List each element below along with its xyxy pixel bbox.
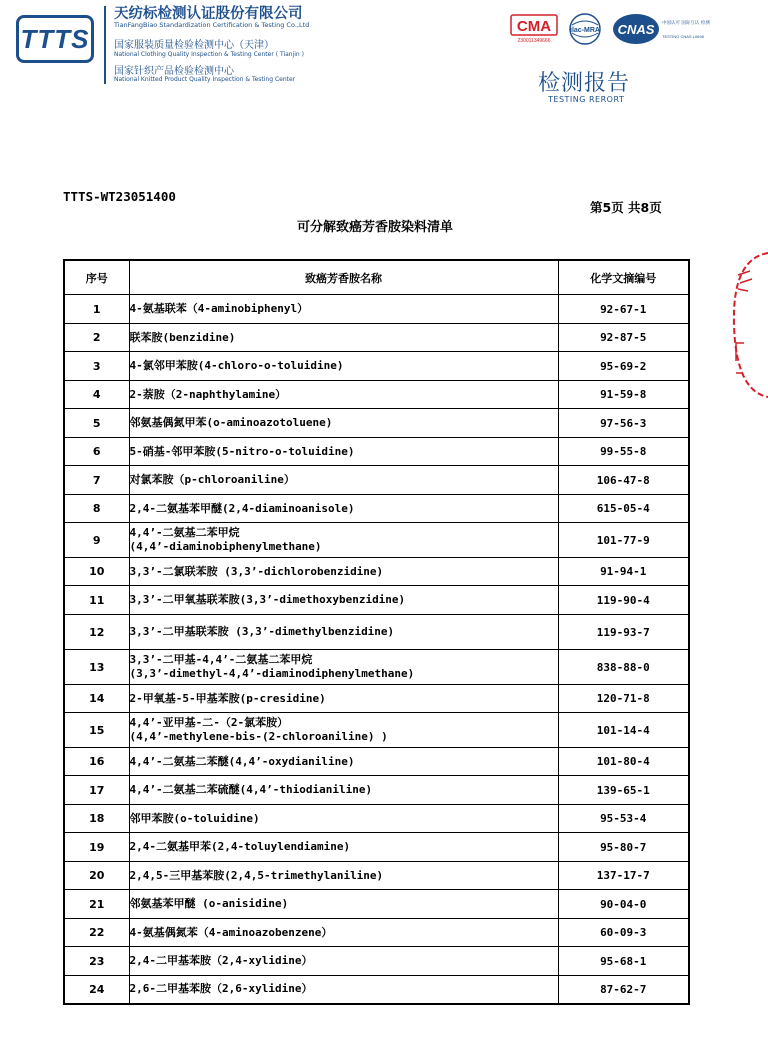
cas-number: 120-71-8 — [558, 685, 689, 713]
header-cas: 化学文摘编号 — [558, 260, 689, 295]
cas-number: 91-94-1 — [558, 558, 689, 586]
amine-name-cell — [129, 947, 558, 976]
cas-number: 95-68-1 — [558, 947, 689, 976]
row-number: 18 — [64, 805, 129, 833]
cas-number: 101-77-9 — [558, 523, 689, 558]
ilac-mra-icon — [564, 12, 606, 46]
table-row — [64, 748, 689, 776]
document-title: 可分解致癌芳香胺染料清单 — [296, 220, 453, 235]
amine-name-cell — [129, 381, 558, 409]
amine-name-line: 4-氨基偶氮苯（4-aminoazobenzene） — [129, 925, 333, 939]
amine-name-cell — [129, 833, 558, 862]
amine-name-line: 4-氨基联苯（4-aminobiphenyl） — [129, 302, 309, 315]
amine-name-cell — [129, 409, 558, 438]
report-header — [0, 0, 750, 110]
row-number: 7 — [64, 466, 129, 495]
row-number: 14 — [64, 685, 129, 713]
cas-number: 101-80-4 — [558, 748, 689, 776]
cas-number: 106-47-8 — [558, 466, 689, 495]
amine-name-cell — [129, 713, 558, 748]
cas-number: 139-65-1 — [558, 776, 689, 805]
row-number: 23 — [64, 947, 129, 976]
logo-divider — [104, 6, 106, 84]
row-number: 22 — [64, 919, 129, 947]
amine-name-cell — [129, 805, 558, 833]
cas-number: 95-80-7 — [558, 833, 689, 862]
amine-name-line: (3,3’-dimethyl-4,4’-diaminodiphenylmethane) — [129, 667, 415, 680]
center1-name-cn: 国家服装质量检验检测中心（天津） — [114, 40, 274, 51]
aromatic-amine-table — [63, 259, 690, 1005]
amine-name-cell — [129, 650, 558, 685]
amine-name-line: 邻氨基苯甲醚 (o-anisidine) — [129, 897, 289, 910]
amine-name-cell — [129, 776, 558, 805]
row-number: 10 — [64, 558, 129, 586]
amine-name-cell — [129, 919, 558, 947]
row-number: 19 — [64, 833, 129, 862]
row-number: 12 — [64, 615, 129, 650]
amine-name-cell — [129, 748, 558, 776]
amine-name-line: 邻甲苯胺(o-toluidine) — [129, 811, 260, 825]
amine-name-line: 4,4’-二氨基二苯硫醚(4,4’-thiodianiline) — [129, 783, 373, 796]
table-row — [64, 833, 689, 862]
table-row — [64, 919, 689, 947]
table-row — [64, 615, 689, 650]
cnas-number: TESTING CNAS L0698 — [662, 34, 704, 39]
amine-name-cell — [129, 558, 558, 586]
table-row — [64, 438, 689, 466]
cas-number: 60-09-3 — [558, 919, 689, 947]
amine-name-line: 4-氯邻甲苯胺(4-chloro-o-toluidine) — [129, 359, 344, 372]
amine-name-cell — [129, 466, 558, 495]
cnas-label: CNAS — [617, 22, 655, 37]
row-number: 15 — [64, 713, 129, 748]
table-row — [64, 650, 689, 685]
amine-name-line: 4,4’-二氨基二苯甲烷 — [129, 526, 240, 539]
cas-number: 92-67-1 — [558, 295, 689, 324]
table-row — [64, 890, 689, 919]
amine-name-line: 3,3’-二氯联苯胺 (3,3’-dichlorobenzidine) — [129, 564, 384, 578]
table-row — [64, 586, 689, 615]
row-number: 17 — [64, 776, 129, 805]
company-logo — [16, 15, 94, 63]
amine-name-line: 2,4-二甲基苯胺（2,4-xylidine） — [129, 954, 313, 967]
amine-name-cell — [129, 495, 558, 523]
table-row — [64, 976, 689, 1004]
company-name-cn: 天纺标检测认证股份有限公司 — [114, 6, 303, 22]
row-number: 3 — [64, 352, 129, 381]
cas-number: 95-69-2 — [558, 352, 689, 381]
cma-label: CMA — [516, 18, 552, 35]
amine-name-line: 3,3’-二甲基-4,4’-二氨基二苯甲烷 — [129, 653, 313, 666]
header-name: 致癌芳香胺名称 — [129, 260, 558, 295]
cas-number: 90-04-0 — [558, 890, 689, 919]
row-number: 20 — [64, 862, 129, 890]
table-body — [64, 295, 689, 1004]
row-number: 4 — [64, 381, 129, 409]
row-number: 1 — [64, 295, 129, 324]
amine-name-line: 2-萘胺（2-naphthylamine） — [129, 387, 287, 401]
cas-number: 92-87-5 — [558, 324, 689, 352]
cas-number: 119-90-4 — [558, 586, 689, 615]
table-row — [64, 862, 689, 890]
amine-name-line: 4,4’-亚甲基-二-（2-氯苯胺） — [129, 716, 289, 729]
table-row — [64, 776, 689, 805]
amine-name-line: 2-甲氧基-5-甲基苯胺(p-cresidine) — [129, 691, 326, 705]
row-number: 13 — [64, 650, 129, 685]
amine-name-line: 对氯苯胺（p-chloroaniline） — [129, 473, 295, 486]
report-title-en: TESTING RERORT — [548, 95, 625, 104]
page-indicator: 第5页 共8页 — [590, 200, 662, 215]
table-row — [64, 685, 689, 713]
row-number: 2 — [64, 324, 129, 352]
amine-name-line: 2,6-二甲基苯胺（2,6-xylidine） — [129, 982, 313, 996]
table-row — [64, 495, 689, 523]
row-number: 16 — [64, 748, 129, 776]
cma-number: 230011349666 — [517, 38, 551, 44]
amine-name-line: 2,4-二氨基甲苯(2,4-toluylendiamine) — [129, 840, 351, 853]
cas-number: 137-17-7 — [558, 862, 689, 890]
center2-name-en: National Knitted Product Quality Inspection & Testing Center — [114, 76, 296, 83]
ilac-label: ilac-MRA — [570, 27, 600, 34]
amine-name-cell — [129, 324, 558, 352]
cas-number: 99-55-8 — [558, 438, 689, 466]
row-number: 6 — [64, 438, 129, 466]
amine-name-line: 联苯胺(benzidine) — [129, 330, 236, 344]
report-number: TTTS-WT23051400 — [63, 189, 176, 204]
row-number: 24 — [64, 976, 129, 1004]
row-number: 11 — [64, 586, 129, 615]
table-row — [64, 558, 689, 586]
seal-stamp-icon — [728, 245, 768, 405]
center1-name-en: National Clothing Quality Inspection & Testing Center ( Tianjin ) — [114, 51, 304, 58]
table-row — [64, 295, 689, 324]
cas-number: 95-53-4 — [558, 805, 689, 833]
amine-name-cell — [129, 862, 558, 890]
amine-name-line: 5-硝基-邻甲苯胺(5-nitro-o-toluidine) — [129, 444, 355, 458]
amine-name-cell — [129, 352, 558, 381]
table-row — [64, 324, 689, 352]
amine-name-cell — [129, 438, 558, 466]
amine-name-cell — [129, 890, 558, 919]
company-name-en: TianFangBiao Standardization Certification & Testing Co.,Ltd — [114, 21, 310, 29]
table-row — [64, 409, 689, 438]
amine-name-line: 2,4-二氨基苯甲醚(2,4-diaminoanisole) — [129, 501, 355, 515]
logo-text: TTTS — [20, 23, 90, 54]
table-row — [64, 713, 689, 748]
header-no: 序号 — [64, 260, 129, 295]
amine-name-line: 邻氨基偶氮甲苯(o-aminoazotoluene) — [129, 416, 333, 429]
amine-name-cell — [129, 685, 558, 713]
table-row — [64, 352, 689, 381]
cas-number: 91-59-8 — [558, 381, 689, 409]
cas-number: 87-62-7 — [558, 976, 689, 1004]
amine-name-cell — [129, 523, 558, 558]
amine-name-line: (4,4’-methylene-bis-(2-chloroaniline) ) — [129, 730, 388, 743]
row-number: 5 — [64, 409, 129, 438]
table-row — [64, 947, 689, 976]
table-row — [64, 523, 689, 558]
cnas-cn-label: 中国认可 国际互认 检测 — [662, 21, 710, 26]
table-row — [64, 805, 689, 833]
amine-name-line: 4,4’-二氨基二苯醚(4,4’-oxydianiline) — [129, 754, 355, 768]
table-row — [64, 466, 689, 495]
amine-name-line: 3,3’-二甲氧基联苯胺(3,3’-dimethoxybenzidine) — [129, 593, 406, 606]
cas-number: 101-14-4 — [558, 713, 689, 748]
table-row — [64, 381, 689, 409]
row-number: 21 — [64, 890, 129, 919]
amine-name-cell — [129, 976, 558, 1004]
row-number: 8 — [64, 495, 129, 523]
amine-name-cell — [129, 295, 558, 324]
cas-number: 119-93-7 — [558, 615, 689, 650]
cnas-mark-icon — [612, 12, 710, 46]
report-title-cn: 检测报告 — [538, 71, 631, 96]
amine-name-cell — [129, 586, 558, 615]
cma-mark-icon — [510, 14, 558, 44]
amine-name-line: 3,3’-二甲基联苯胺 (3,3’-dimethylbenzidine) — [129, 625, 395, 638]
cas-number: 97-56-3 — [558, 409, 689, 438]
amine-name-line: 2,4,5-三甲基苯胺(2,4,5-trimethylaniline) — [129, 868, 384, 882]
cas-number: 838-88-0 — [558, 650, 689, 685]
table-header-row — [64, 260, 689, 295]
amine-name-line: (4,4’-diaminobiphenylmethane) — [129, 540, 322, 553]
amine-name-cell — [129, 615, 558, 650]
cas-number: 615-05-4 — [558, 495, 689, 523]
center2-name-cn: 国家针织产品检验检测中心 — [114, 66, 234, 77]
row-number: 9 — [64, 523, 129, 558]
